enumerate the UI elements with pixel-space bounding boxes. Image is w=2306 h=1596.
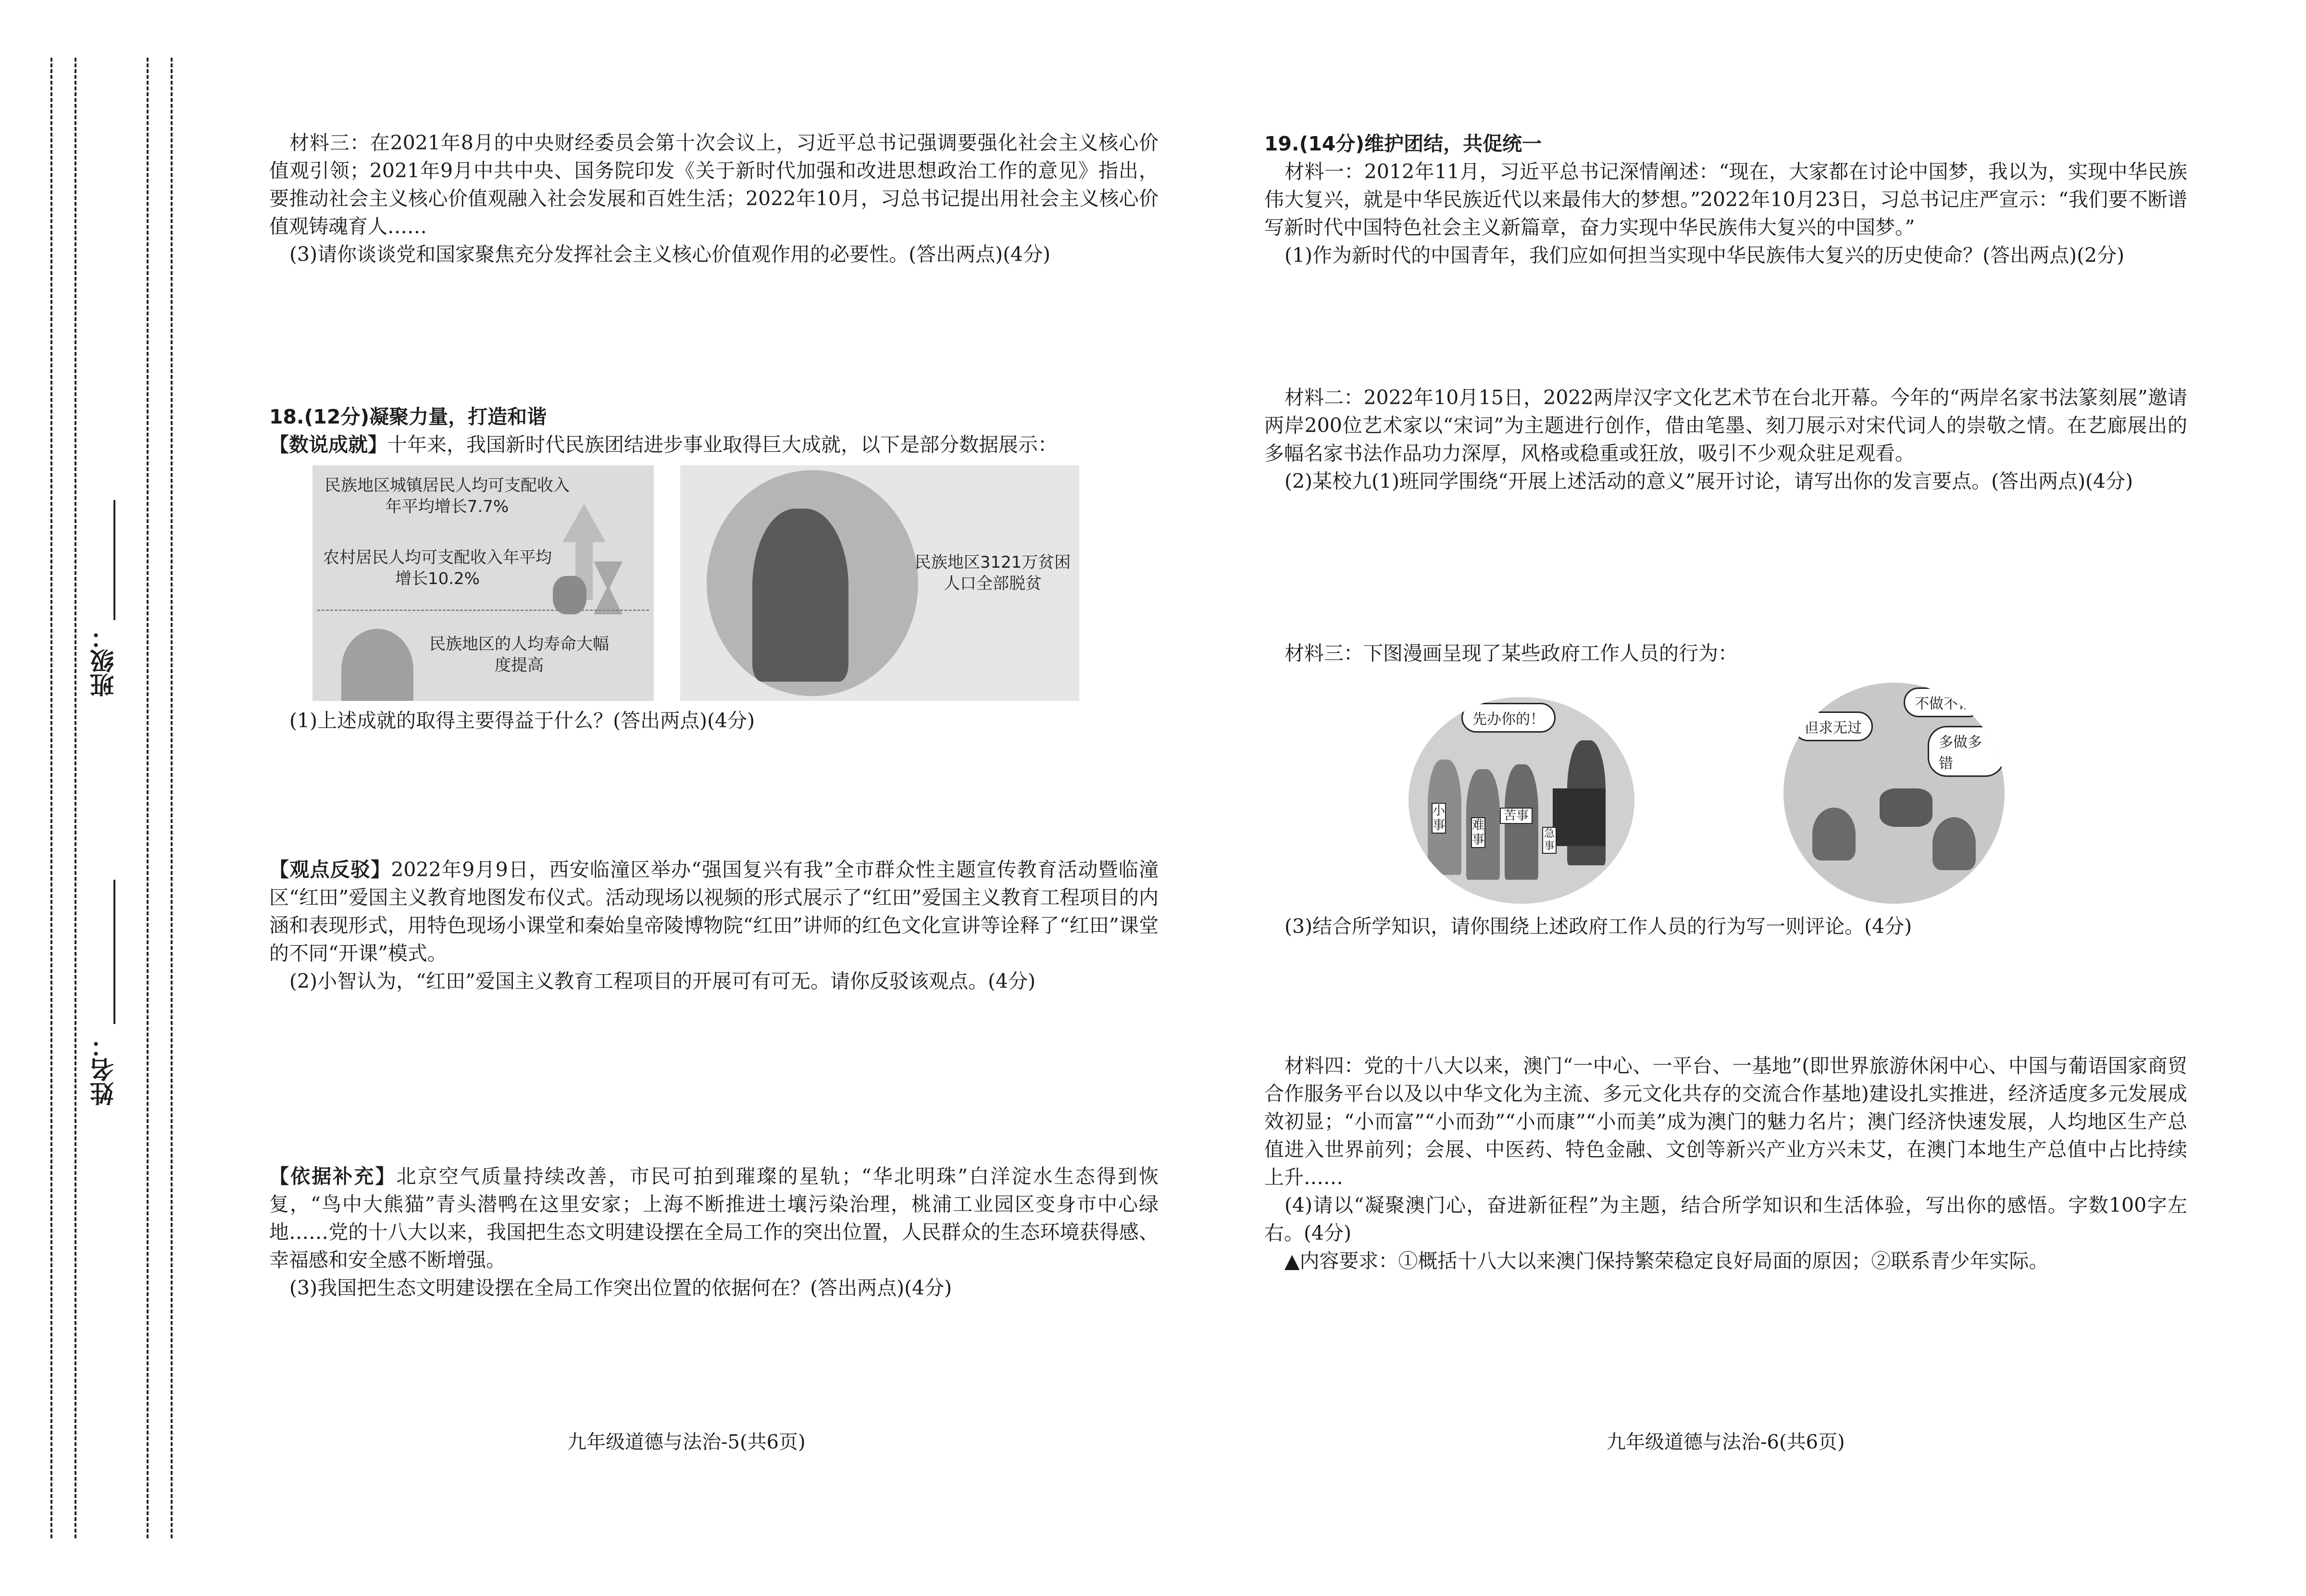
material-4-text: 材料四：党的十八大以来，澳门“一中心、一平台、一基地”(即世界旅游休闲中心、中国与葡语国家商贸合作服务平台以及以中华文化为主流、多元文化共存的交流合作基地)建设扎实推进，经济适度多元发展成效初显；“小而富”“小而劲”“小而康”“小而美”成为澳门的魅力名片；澳门经济快速发展，人均地区生产总值进入世界前列；会展、中医药、特色金融、文创等新兴产业方兴未艾，在澳门本地生产总值中占比持续上升…… [1264,1054,2187,1189]
data-section-intro: 十年来，我国新时代民族团结进步事业取得巨大成就，以下是部分数据展示： [387,433,1058,456]
material-1-text: 材料一：2012年11月，习近平总书记深情阐述：“现在，大家都在讨论中国梦，我以为，实现中华民族伟大复兴，就是中华民族近代以来最伟大的梦想。”2022年10月23日，习总书记庄严宣示：“我们要不断谱写新时代中国特色社会主义新篇章，奋力实现中华民族伟大复兴的中国梦。” [1264,160,2187,239]
page-5 [269,0,1159,1596]
name-fill-line[interactable] [113,880,115,1024]
binding-margin [0,0,192,1596]
cartoon-1-speech-bubble: 先办你的！ [1461,703,1556,733]
divider [317,610,649,611]
refute-tag: 【观点反驳】 [269,858,391,881]
elderly-person-icon [341,629,413,701]
material-2-text: 材料二：2022年10月15日，2022两岸汉字文化艺术节在台北开幕。今年的“两岸名家书法篆刻展”邀请两岸200位艺术家以“宋词”为主题进行创作，借由笔墨、刻刀展示对宋代词人的崇敬之情。在艺廊展出的多幅名家书法作品功力深厚，风格或稳重或狂放，吸引不少观众驻足观看。 [1264,386,2187,465]
cut-line [147,58,149,1538]
question-19-4-requirements: ▲内容要求：①概括十八大以来澳门保持繁荣稳定良好局面的原因；②联系青少年实际。 [1284,1249,2049,1272]
achievement-infographic-left [312,465,654,701]
lounging-official-icon [1880,788,1932,827]
data-section-tag: 【数说成就】 [269,433,387,456]
sign-hard-matter: 难事 [1472,818,1485,847]
refute-text: 2022年9月9日，西安临潼区举办“强国复兴有我”全市群众性主题宣传教育活动暨临潼区“红田”爱国主义教育地图发布仪式。活动现场以视频的形式展示了“红田”爱国主义教育工程项目的内涵和表现形式，用特色现场小课堂和秦始皇帝陵博物院“红田”讲师的红色文化宣讲等诠释了“红田”课堂的不同“开课”模式。 [269,858,1159,965]
basis-block [269,1162,1159,1302]
cartoon-inaction [1783,683,2005,904]
material-3-block-right [1264,639,2187,667]
sign-urgent-matter: 急事 [1542,827,1557,854]
sitting-official-icon [1812,808,1856,860]
basis-text: 北京空气质量持续改善，市民可拍到璀璨的星轨；“华北明珠”白洋淀水生态得到恢复，“鸟中大熊猫”青头潜鸭在这里安家；上海不断推进土壤污染治理，桃浦工业园区变身市中心绿地……党的十八大以来，我国把生态文明建设摆在全局工作的突出位置，人民群众的生态环境获得感、幸福感和安全感不断增强。 [269,1165,1159,1272]
refute-block [269,856,1159,995]
question-18-block [269,403,1159,459]
question-18-3: (3)我国把生态文明建设摆在全局工作突出位置的依据何在？(答出两点)(4分) [289,1276,952,1299]
money-bag-icon [553,576,586,614]
class-label: 班级： [90,625,118,697]
question-18-1-block [269,707,1159,735]
person-figure-icon [752,509,848,682]
stat-rural-income: 农村居民人均可支配收入年平均增长10.2% [323,548,552,588]
question-19-4: (4)请以“凝聚澳门心，奋进新征程”为主题，结合所学知识和生活体验，写出你的感悟。字数100字左右。(4分) [1264,1194,2187,1245]
material-2-block [1264,384,2187,495]
material-3-text: 材料三：在2021年8月的中央财经委员会第十次会议上，习近平总书记强调要强化社会主义核心价值观引领；2021年9月中共中央、国务院印发《关于新时代加强和改进思想政治工作的意见》指出，要推动社会主义核心价值观融入社会发展和百姓生活；2022年10月，习总书记提出用社会主义核心价值观铸魂育人…… [269,131,1159,238]
question-18-1: (1)上述成就的取得主要得益于什么？(答出两点)(4分) [289,709,755,732]
question-19-3-block [1264,912,2187,940]
question-19-1: (1)作为新时代的中国青年，我们应如何担当实现中华民族伟大复兴的历史使命？(答出两点)(2分) [1284,244,2125,267]
material-4-block [1264,1052,2187,1275]
page-6 [1264,0,2187,1596]
class-fill-line[interactable] [113,500,115,620]
question-18-2: (2)小智认为，“红田”爱国主义教育工程项目的开展可有可无。请你反驳该观点。(4分) [289,970,1036,993]
cartoon-2-bubble-3: 多做多错 [1928,726,2005,777]
desk-icon [1553,788,1606,846]
basis-tag: 【依据补充】 [269,1165,397,1188]
material-3-block [269,129,1159,268]
cartoon-priority-service [1409,697,1634,904]
material-3-intro: 材料三：下图漫画呈现了某些政府工作人员的行为： [1284,642,1738,665]
question-18-title: 18.(12分)凝聚力量，打造和谐 [269,405,547,428]
cut-line [171,58,173,1538]
sign-small-matter: 小事 [1433,804,1446,833]
question-17-3: (3)请你谈谈党和国家聚焦充分发挥社会主义核心价值观作用的必要性。(答出两点)(4分) [289,243,1051,266]
question-19-3: (3)结合所学知识，请你围绕上述政府工作人员的行为写一则评论。(4分) [1284,915,1912,938]
stat-life-expectancy: 民族地区的人均寿命大幅度提高 [429,635,609,675]
cut-line [50,58,52,1538]
question-19-title: 19.(14分)维护团结，共促统一 [1264,132,1542,155]
question-19-2: (2)某校九(1)班同学围绕“开展上述活动的意义”展开讨论，请写出你的发言要点。(答出两点)(4分) [1284,470,2133,493]
stat-urban-income: 民族地区城镇居民人均可支配收入年平均增长7.7% [324,476,570,516]
meditating-official-icon [1932,817,1976,870]
cartoon-2-bubble-2: 但求无过 [1793,711,1873,741]
sign-bitter-matter: 苦事 [1500,808,1533,824]
stat-poverty: 民族地区3121万贫困人口全部脱贫 [914,553,1071,593]
question-19-block [1264,130,2187,269]
cartoon-2-bubble-1: 不做不错 [1904,687,1983,717]
cut-line [75,58,76,1538]
hourglass-icon [594,561,623,614]
name-label: 姓名： [90,1034,118,1106]
page-footer-5: 九年级道德与法治-5(共6页) [567,1431,806,1453]
page-footer-6: 九年级道德与法治-6(共6页) [1607,1431,1845,1453]
achievement-infographic-right [680,465,1079,701]
